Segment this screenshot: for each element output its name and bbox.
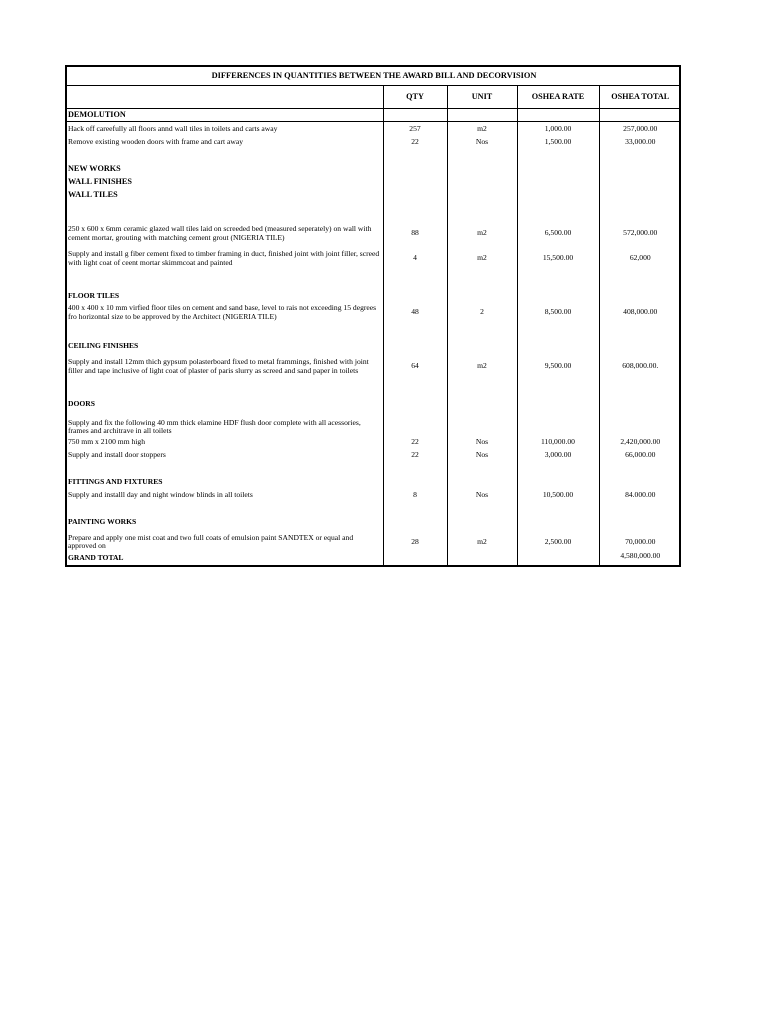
section-wall-tiles: WALL TILES [68, 190, 118, 200]
spacer-row [67, 273, 681, 291]
table-row [67, 489, 681, 503]
section-wall-finishes: WALL FINISHES [68, 176, 132, 186]
header-description [67, 86, 383, 109]
item-unit: m2 [447, 533, 517, 552]
item-unit: Nos [447, 136, 517, 149]
item-description: Prepare and apply one mist coat and two full coats of emulsion paint SANDTEX or equal and approved on [68, 532, 354, 550]
item-rate: 2,500.00 [517, 533, 599, 552]
table-row [67, 418, 681, 437]
item-unit: m2 [447, 122, 517, 136]
spacer-row [67, 323, 681, 341]
item-qty: 88 [383, 223, 447, 245]
spacer-row [67, 503, 681, 517]
item-total: 70,000.00 [599, 533, 681, 552]
item-description: Supply and fix the following 40 mm thick elamine HDF flush door complete with all acessories, frames and architrave in all toilets [68, 417, 361, 435]
item-unit: Nos [447, 437, 517, 449]
spacer-row [67, 149, 681, 163]
table-row [67, 437, 681, 449]
item-description: Supply and install door stoppers [68, 449, 166, 459]
item-rate: 10,500.00 [517, 489, 599, 503]
spacer-row [67, 462, 681, 477]
section-new-works: NEW WORKS [68, 163, 121, 173]
section-floor-tiles: FLOOR TILES [68, 291, 120, 301]
table-row [67, 223, 681, 245]
item-qty: 48 [383, 303, 447, 323]
section-painting-works: PAINTING WORKS [68, 517, 137, 527]
section-row [67, 341, 681, 353]
table-row [67, 136, 681, 149]
item-rate: 3,000.00 [517, 449, 599, 462]
section-row [67, 291, 681, 303]
section-ceiling-finishes: CEILING FINISHES [68, 341, 139, 351]
item-description: Supply and install 12mm thich gypsum polasterboard fixed to metal frammings, finished with joint filler and tape inclusive of light coat of plaster of paris slurry as screed and sand paper in toilets [68, 357, 369, 375]
item-total: 62,000 [599, 245, 681, 273]
item-qty: 257 [383, 122, 447, 136]
section-row [67, 109, 681, 122]
section-demolition: DEMOLUTION [67, 109, 383, 122]
table-row [67, 122, 681, 136]
item-unit: m2 [447, 223, 517, 245]
item-total: 572,000.00 [599, 223, 681, 245]
column-header-row [67, 86, 681, 109]
item-rate: 15,500.00 [517, 245, 599, 273]
item-total: 608,000.00. [599, 353, 681, 381]
item-unit: m2 [447, 353, 517, 381]
item-rate: 1,000.00 [517, 122, 599, 136]
header-unit: UNIT [447, 86, 517, 109]
item-qty: 22 [383, 437, 447, 449]
section-doors: DOORS [68, 399, 96, 409]
item-qty: 8 [383, 489, 447, 503]
table-row [67, 533, 681, 552]
grand-total-label: GRAND TOTAL [68, 552, 124, 562]
title-row [67, 67, 681, 86]
item-qty: 22 [383, 136, 447, 149]
quantities-table [67, 67, 681, 565]
table-row [67, 449, 681, 462]
item-description: 250 x 600 x 6mm ceramic glazed wall tiles laid on screeded bed (measured seperately) on wall with cement mortar, grouting with matching cement grout (NIGERIA TILE) [68, 224, 372, 242]
item-description: Remove existing wooden doors with frame and cart away [68, 136, 244, 146]
item-qty: 28 [383, 533, 447, 552]
item-description: 750 mm x 2100 mm high [68, 437, 145, 447]
table-title: DIFFERENCES IN QUANTITIES BETWEEN THE AWARD BILL AND DECORVISION [67, 67, 681, 86]
item-total: 408,000.00 [599, 303, 681, 323]
grand-total-value: 4,580,000.00 [599, 552, 681, 565]
header-qty: QTY [383, 86, 447, 109]
item-description: Hack off careefully all floors annd wall tiles in toilets and carts away [68, 123, 278, 133]
table-row [67, 245, 681, 273]
item-qty: 4 [383, 245, 447, 273]
item-description: Supply and install g fiber cement fixed to timber framing in duct, finished joint with joint filler, screed with light coat of ceent mortar skimmcoat and painted [68, 249, 380, 267]
item-unit: Nos [447, 489, 517, 503]
section-row [67, 399, 681, 411]
item-total: 2,420,000.00 [599, 437, 681, 449]
item-rate: 6,500.00 [517, 223, 599, 245]
item-total: 84.000.00 [599, 489, 681, 503]
spacer-row [67, 411, 681, 418]
header-rate: OSHEA RATE [517, 86, 599, 109]
item-description: Supply and installl day and night window blinds in all toilets [68, 490, 253, 500]
section-row [67, 163, 681, 176]
bill-of-quantities-sheet [65, 65, 681, 567]
item-rate: 8,500.00 [517, 303, 599, 323]
item-rate: 1,500.00 [517, 136, 599, 149]
grand-total-row [67, 552, 681, 565]
item-total: 66,000.00 [599, 449, 681, 462]
spacer-row [67, 381, 681, 399]
table-row [67, 303, 681, 323]
item-total: 257,000.00 [599, 122, 681, 136]
item-unit: Nos [447, 449, 517, 462]
item-unit: 2 [447, 303, 517, 323]
item-rate: 9,500.00 [517, 353, 599, 381]
header-total: OSHEA TOTAL [599, 86, 681, 109]
item-total: 33,000.00 [599, 136, 681, 149]
item-rate: 110,000.00 [517, 437, 599, 449]
item-unit: m2 [447, 245, 517, 273]
spacer-row [67, 203, 681, 223]
section-row [67, 189, 681, 203]
item-description: 400 x 400 x 10 mm virfied floor tiles on cement and sand base, level to rais not exceeding 15 degrees fro horizontal size to be approved by the Architect (NIGERIA TILE) [68, 303, 377, 321]
section-row [67, 517, 681, 529]
table-row [67, 353, 681, 381]
section-fittings-and-fixtures: FITTINGS AND FIXTURES [68, 477, 163, 487]
section-row [67, 176, 681, 189]
item-qty: 64 [383, 353, 447, 381]
item-qty: 22 [383, 449, 447, 462]
section-row [67, 477, 681, 489]
